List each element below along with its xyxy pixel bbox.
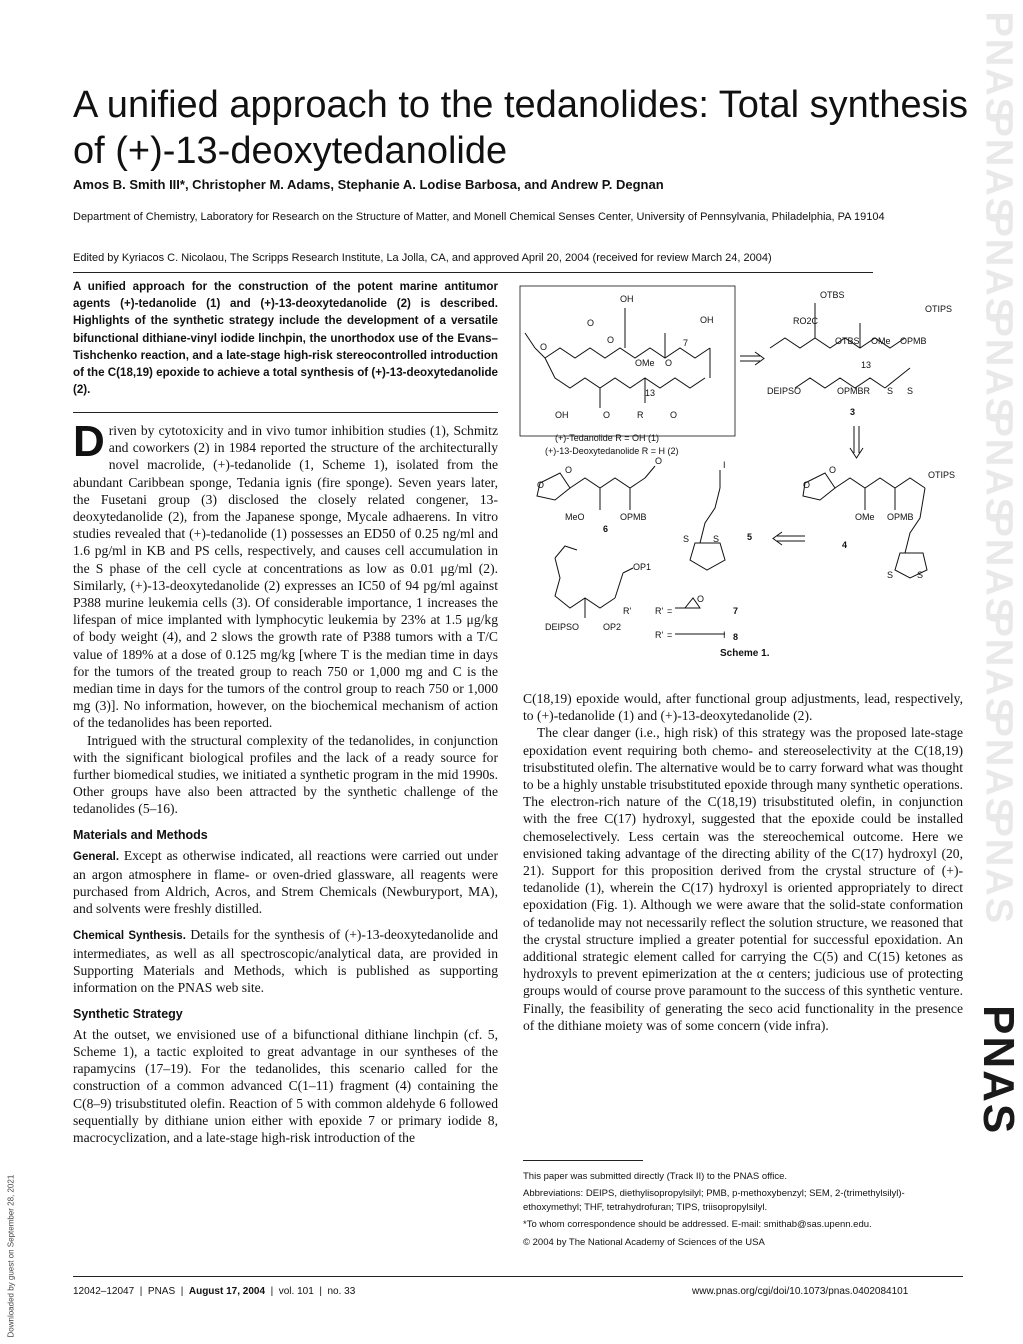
scheme-label: OTBS	[835, 336, 860, 346]
right-paragraph-2: The clear danger (i.e., high risk) of this strategy was the proposed late-stage epoxidation event requiring both chemo- and stereoselectivity at the C(18,19) trisubstituted olefin. The alternative would be to carry forward what was thought to be a highly unstable trisubstituted epoxide through many synthetic operations. The electron-rich nature of the C(18,19) trisubstituted olefin, in conjunction with the free C(17) hydroxyl, suggested that the epoxide could be installed chemoselectively. Less certain was the stereochemical outcome. Here we envisioned taking advantage of the directing ability of the C(17) hydroxyl (20, 21). Support for this proposition derived from the crystal structure of (+)-tedanolide (1), wherein the C(17) hydroxyl is oriented appropriately to direct epoxidation (Fig. 1). Although we were aware that the solid-state conformation of tedanolide may not necessarily reflect the solution structure, we reasoned that the crystal structure implied a greater potential for successful epoxidation. An additional strategic element called for carrying the C(5) and C(15) ketones as hydroxyls to prevent epimerization at the α centers; judicious use of protecting groups would of course prove paramount to the success of this synthetic venture. Finally, the feasibility of generating the seco acid functionality in the presence of the dithiane moiety was of some concern (vide infra).	[523, 725, 963, 1033]
authors: Amos B. Smith III*, Christopher M. Adams, Stephanie A. Lodise Barbosa, and Andrew P. Degnan	[73, 177, 664, 192]
scheme-label: OTBS	[820, 290, 845, 300]
compound-number: 3	[850, 407, 856, 417]
scheme-label: OPMBR	[837, 386, 871, 396]
watermark-text: PNAS	[977, 211, 1020, 326]
watermark-text: PNAS	[977, 611, 1020, 726]
scheme-label: O	[537, 480, 545, 490]
scheme-label: OH	[620, 294, 634, 304]
compound-number: 6	[603, 524, 609, 534]
divider	[73, 412, 498, 413]
scheme-label: S	[713, 534, 720, 544]
scheme-label: R'	[655, 630, 664, 640]
watermark-text: PNAS	[977, 711, 1020, 826]
scheme-1	[515, 278, 960, 662]
left-column	[73, 417, 498, 1146]
affiliation: Department of Chemistry, Laboratory for Research on the Structure of Matter, and Monell Chemical Senses Center, University of Pennsylvania, Philadelphia, PA 19104	[73, 211, 885, 223]
footnote-copyright: © 2004 by The National Academy of Sciences of the USA	[523, 1236, 765, 1248]
footnote-track: This paper was submitted directly (Track II) to the PNAS office.	[523, 1171, 787, 1182]
footer-doi[interactable]: www.pnas.org/cgi/doi/10.1073/pnas.0402084101	[692, 1286, 909, 1297]
scheme-label: OMe	[855, 512, 875, 522]
footnotes	[523, 1170, 963, 1253]
scheme-label: DEIPSO	[545, 622, 580, 632]
scheme-label: I	[723, 630, 726, 640]
retro-arrow	[740, 352, 764, 365]
scheme-label: OMe	[871, 336, 891, 346]
section-heading-materials: Materials and Methods	[73, 827, 208, 842]
scheme-label: S	[907, 386, 914, 396]
scheme-label: OPMB	[900, 336, 927, 346]
scheme-label: OH	[700, 315, 714, 325]
scheme-label: O	[655, 456, 663, 466]
watermark-text: PNAS	[977, 311, 1020, 426]
scheme-caption: Scheme 1.	[720, 648, 770, 659]
watermark-text: PNAS	[977, 411, 1020, 526]
compound-number: 7	[733, 606, 739, 616]
intro-paragraph-2: Intrigued with the structural complexity of the tedanolides, in conjunction with the significant biological profiles and the lack of a ready source for further biomedical studies, we initiated a synthetic program in the mid 1990s. Other groups have also been attracted by the synthetic challenge of the tedanolides (5–16).	[73, 732, 498, 817]
watermark-text: PNAS	[977, 111, 1020, 226]
pnas-logo: PNAS	[974, 1005, 1023, 1136]
footnote-correspondence: *To whom correspondence should be addressed. E-mail: smithab@sas.upenn.edu.	[523, 1219, 872, 1231]
scheme-label: OPMB	[887, 512, 914, 522]
abstract: A unified approach for the construction of the potent marine antitumor agents (+)-tedanolide (1) and (+)-13-deoxytedanolide (2) is described. Highlights of the synthetic strategy include the development of a versatile bifunctional dithiane-vinyl iodide linchpin, the unorthodox use of the Evans–Tishchenko reaction, and a late-stage high-risk stereocontrolled introduction of the C(18,19) epoxide to achieve a total synthesis of (+)-13-deoxytedanolide (2).	[73, 280, 498, 397]
right-paragraph-1: C(18,19) epoxide would, after functional group adjustments, lead, respectively, to (+)-tedanolide (1) and (+)-13-deoxytedanolide (2).	[523, 691, 963, 724]
scheme-label: OP1	[633, 562, 652, 572]
intro-paragraph: Driven by cytotoxicity and in vivo tumor inhibition studies (1), Schmitz and coworkers (2) in 1984 reported the structure of the architecturally novel macrolide, (+)-tedanolide (1, Scheme 1), isolated from the abundant Caribbean sponge, Tedania ignis (fire sponge). Seven years later, the Fusetani group (3) disclosed the closely related congener, 13-deoxytedanolide (2), from the Japanese sponge, Mycale adhaerens. In vitro studies revealed that (+)-tedanolide (1) possesses an ED50 of 0.25 ng/ml and 1.6 pg/ml in KB and PS cells, respectively, and causes cell accumulation in the S phase of the cell cycle at concentrations as low as 0.01 μg/ml (2). Similarly, (+)-13-deoxytedanolide (2) expresses an IC50 of 94 pg/ml against P388 murine leukemia cells (3). Of considerable importance, 1 increases the lifespan of mice implanted with lymphocytic leukemia by 23% at 1.5 μg/kg of body weight (4), and 2 slows the growth rate of P388 tumors with a T/C value of 189% at a dose of 0.125 mg/kg [where T is the median time in days for the tumors of the treated group to reach 750 or 1,000 mg and C is the median time in days for the tumors of the control group to reach 750 or 1,000 mg (3)]. No information, however, on the biochemical mechanism of action of the tedanolides has been reported.	[73, 417, 498, 731]
scheme-label: R'	[623, 606, 632, 616]
deoxytedanolide-label: (+)-13-Deoxytedanolide R = H (2)	[545, 446, 679, 456]
svg-text:=: =	[667, 630, 673, 640]
scheme-label: 13	[645, 388, 656, 398]
scheme-label: DEIPSO	[767, 386, 802, 396]
scheme-label: O	[607, 335, 615, 345]
scheme-label: OMe	[635, 358, 655, 368]
compound-number: 8	[733, 632, 739, 642]
chemical-synthesis-paragraph: Chemical Synthesis. Details for the synthesis of (+)-13-deoxytedanolide and intermediates, as well as all spectroscopic/analytical data, are provided in Supporting Materials and Methods, which is published as supporting information on the PNAS web site.	[73, 926, 498, 996]
scheme-label: OTIPS	[925, 304, 953, 314]
scheme-label: S	[887, 570, 894, 580]
scheme-label: 13	[861, 360, 872, 370]
scheme-label: S	[683, 534, 690, 544]
footnote-divider	[523, 1160, 643, 1161]
section-heading-strategy: Synthetic Strategy	[73, 1006, 183, 1021]
edited-by: Edited by Kyriacos C. Nicolaou, The Scripps Research Institute, La Jolla, CA, and approved April 20, 2004 (received for review March 24, 2004)	[73, 252, 772, 264]
scheme-label: OH	[555, 410, 569, 420]
scheme-label: O	[565, 465, 573, 475]
retro-arrow	[773, 532, 805, 545]
scheme-label: O	[697, 594, 705, 604]
scheme-label: O	[603, 410, 611, 420]
footer-citation: 12042–12047 | PNAS | August 17, 2004 | vol. 101 | no. 33	[73, 1286, 356, 1297]
scheme-label: 7	[683, 338, 689, 348]
scheme-label: S	[917, 570, 924, 580]
scheme-label: I	[723, 460, 726, 470]
scheme-label: O	[665, 358, 673, 368]
scheme-label: MeO	[565, 512, 585, 522]
page-title: A unified approach to the tedanolides: Total synthesis of (+)-13-deoxytedanolide	[73, 84, 969, 172]
retro-arrow	[850, 426, 863, 458]
pnas-watermark	[974, 0, 1023, 1344]
scheme-label: OP2	[603, 622, 622, 632]
watermark-text: PNAS	[977, 511, 1020, 626]
footnote-abbreviations: Abbreviations: DEIPS, diethylisopropylsilyl; PMB, p-methoxybenzyl; SEM, 2-(trimethylsilyl)-ethoxymethyl; THF, tetrahydrofuran; TIPS, triisopropylsilyl.	[523, 1188, 905, 1213]
footer-divider	[73, 1276, 963, 1277]
scheme-1-drawing	[515, 278, 960, 662]
tedanolide-label: (+)-Tedanolide R = OH (1)	[555, 433, 660, 443]
right-column	[523, 690, 963, 1034]
scheme-label: OPMB	[620, 512, 647, 522]
download-note: Downloaded by guest on September 28, 2021	[6, 1174, 16, 1338]
scheme-label: O	[829, 465, 837, 475]
scheme-label: S	[887, 386, 894, 396]
scheme-label: O	[587, 318, 595, 328]
scheme-label: O	[670, 410, 678, 420]
general-paragraph: General. Except as otherwise indicated, all reactions were carried out under an argon atmosphere in flame- or oven-dried glassware, all reagents were purchased from Aldrich, Acros, and Strem Chemicals (Newburyport, MA), and solvents were freshly distilled.	[73, 847, 498, 917]
strategy-paragraph: At the outset, we envisioned use of a bifunctional dithiane linchpin (cf. 5, Scheme 1), a tactic exploited to great advantage in our syntheses of the rapamycins (17–19). For the tedanolides, this scenario called for the construction of a common advanced C(1–11) fragment (4) containing the C(8–9) trisubstituted olefin. Reaction of 5 with common aldehyde 6 followed sequentially by dithiane union either with epoxide 7 or primary iodide 8, macrocyclization, and a late-stage high-risk introduction of the	[73, 1026, 498, 1145]
watermark-text: PNAS	[977, 11, 1020, 126]
compound-number: 5	[747, 532, 753, 542]
compound-number: 4	[842, 540, 848, 550]
divider	[73, 272, 873, 273]
scheme-label: O	[803, 480, 811, 490]
scheme-label: O	[540, 342, 548, 352]
scheme-label: OTIPS	[928, 470, 956, 480]
scheme-label: RO2C	[793, 316, 819, 326]
scheme-label: R'	[655, 606, 664, 616]
watermark-text: PNAS	[977, 811, 1020, 926]
scheme-label: R	[637, 410, 644, 420]
svg-text:=: =	[667, 606, 673, 616]
